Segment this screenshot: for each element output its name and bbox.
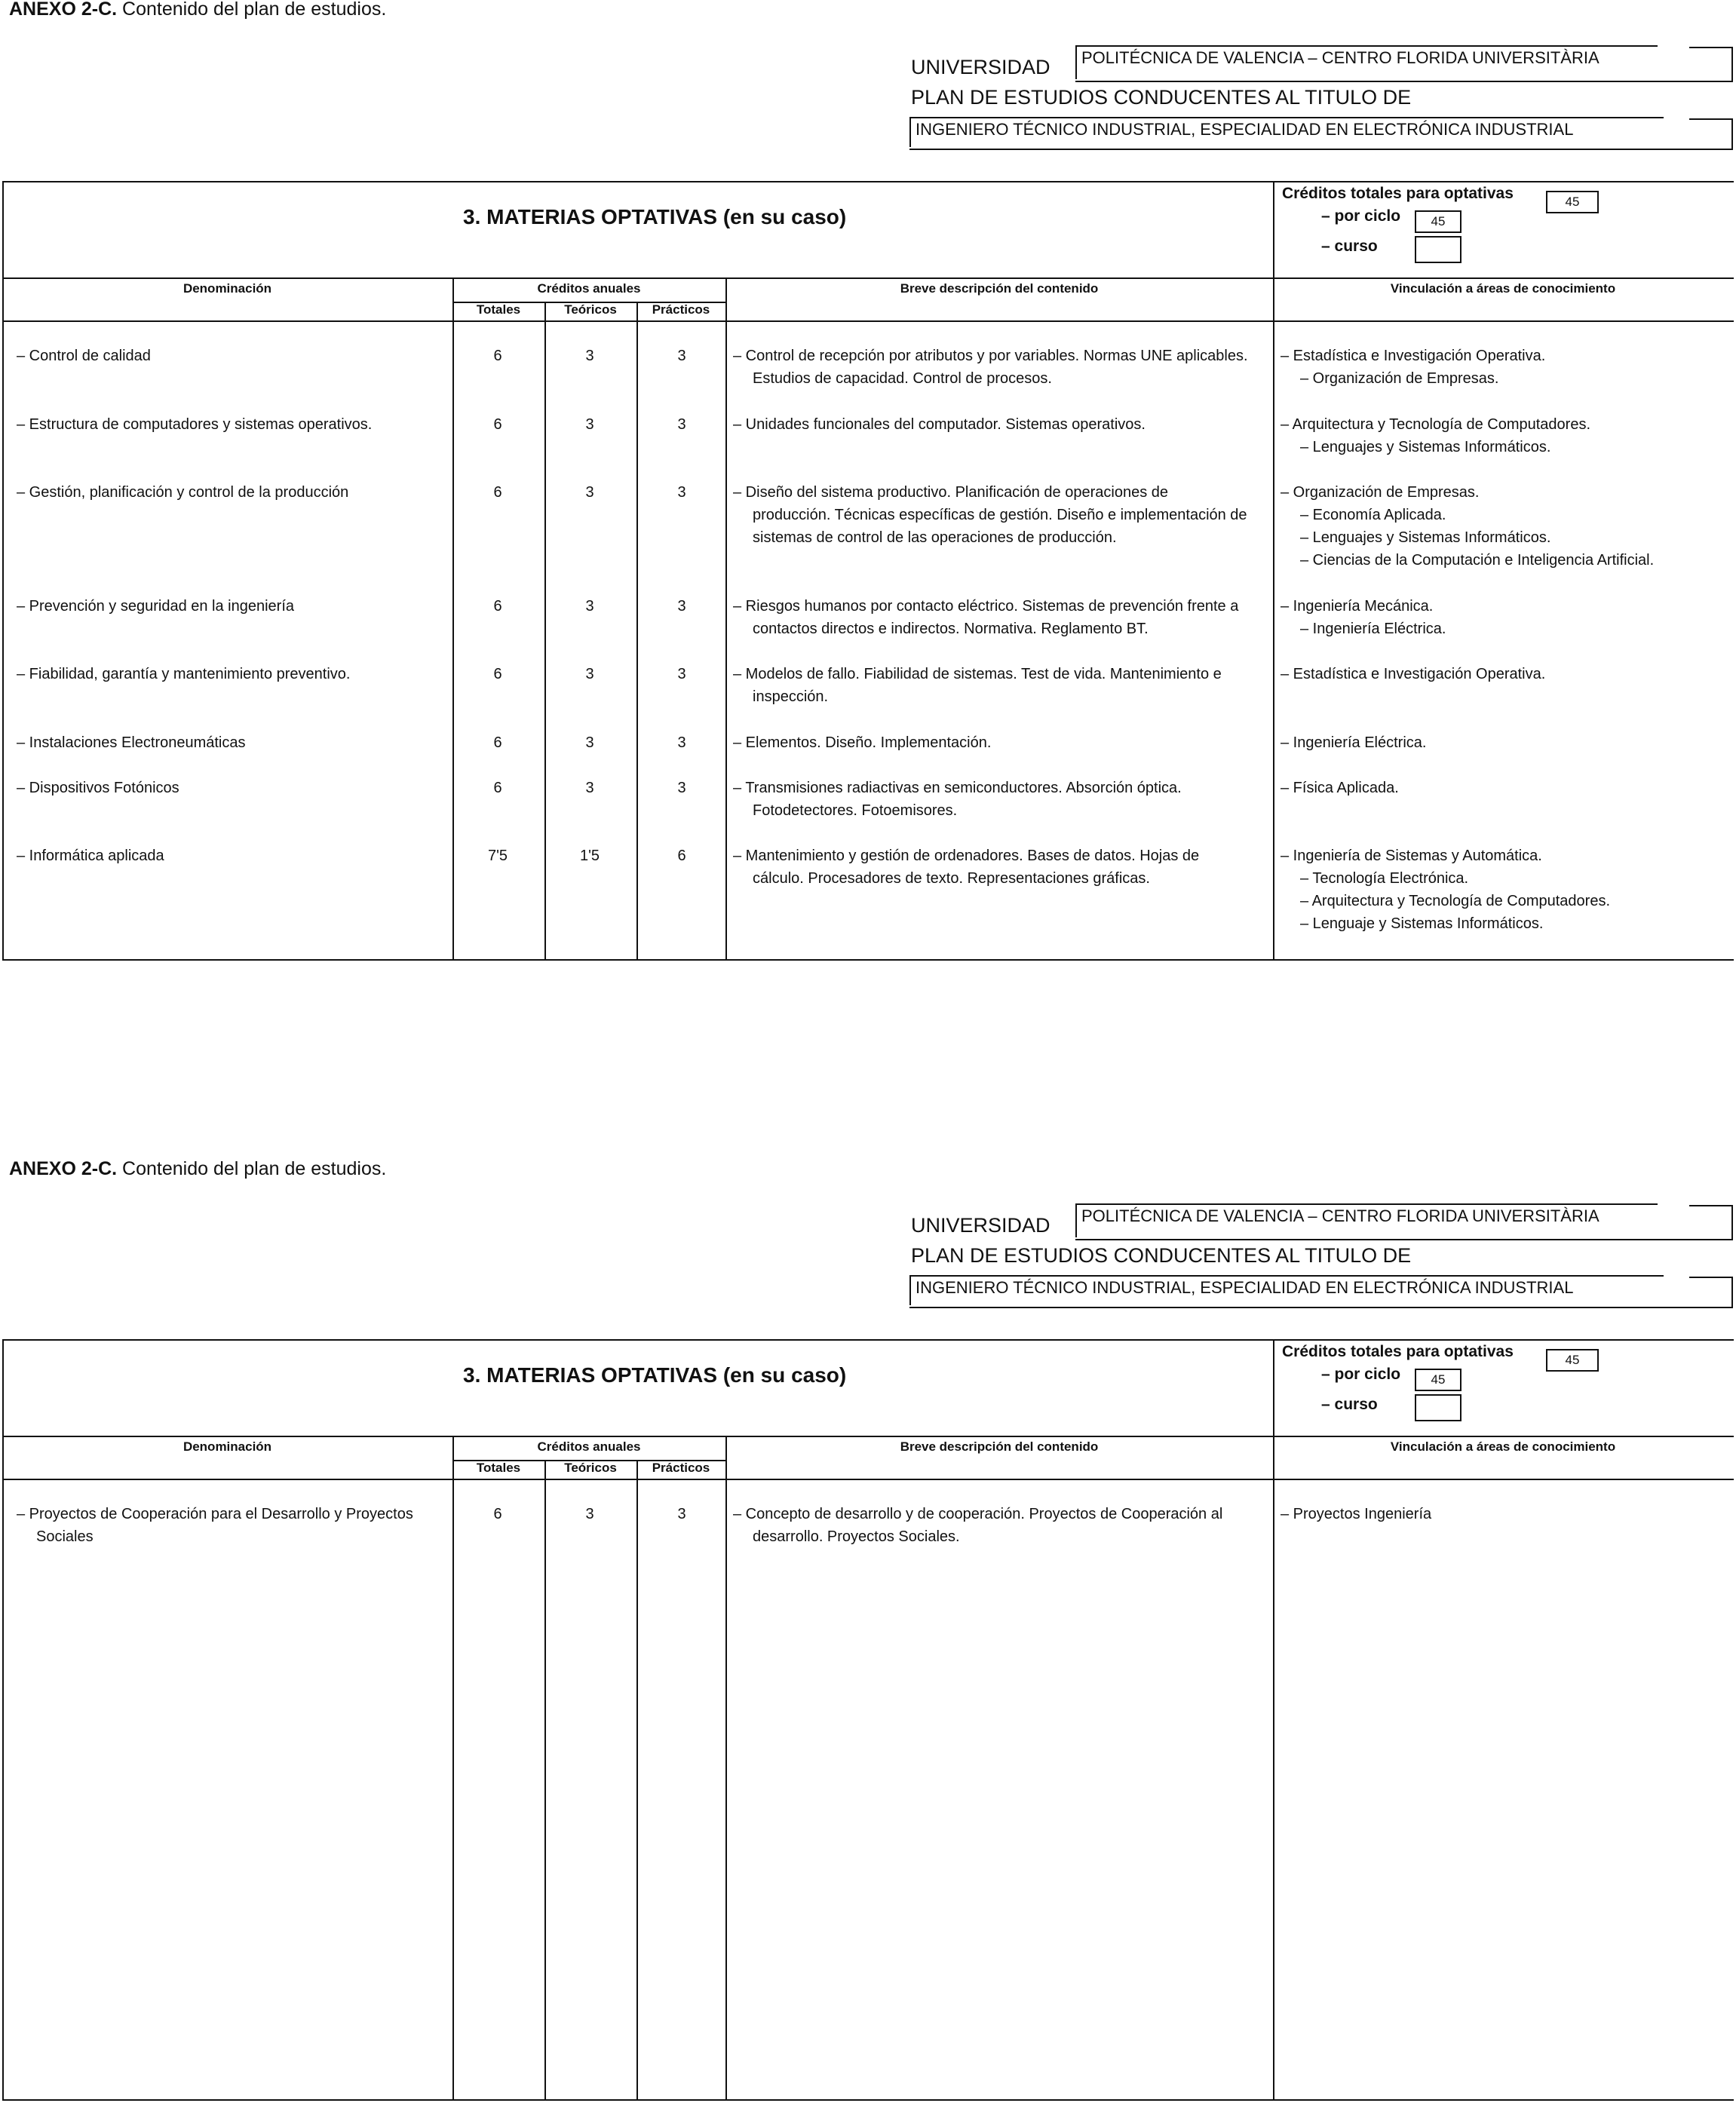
annex-label: ANEXO 2-C. [9, 0, 118, 20]
curso-label: – curso [1321, 238, 1378, 255]
section-title: 3. MATERIAS OPTATIVAS (en su caso) [463, 205, 847, 228]
row-denominacion [17, 731, 450, 754]
por-ciclo-value: 45 [1415, 210, 1461, 233]
row-descripcion-line: Estudios de capacidad. Control de procesos. [753, 370, 1052, 387]
titulo-code-box [1689, 118, 1733, 150]
divider [909, 1307, 1733, 1308]
row-vinculacion [1281, 663, 1730, 685]
row-vinculacion-line: – Lenguajes y Sistemas Informáticos. [1300, 529, 1551, 546]
titulo-code-box [1689, 1277, 1733, 1308]
row-descripcion [733, 413, 1268, 436]
divider [2, 320, 1734, 322]
divider [636, 1460, 638, 2101]
row-teoricos: 3 [585, 734, 594, 751]
plan-label: PLAN DE ESTUDIOS CONDUCENTES AL TITULO DE [911, 1244, 1412, 1267]
row-vinculacion [1281, 731, 1730, 754]
row-descripcion-line: inspección. [753, 688, 829, 705]
row-teoricos: 1'5 [579, 848, 600, 864]
row-practicos: 3 [677, 734, 686, 751]
row-descripcion-line: – Transmisiones radiactivas en semiconductores. Absorción óptica. [733, 780, 1182, 796]
header-vinculacion: Vinculación a áreas de conocimiento [1390, 281, 1616, 296]
row-descripcion-line: desarrollo. Proyectos Sociales. [753, 1528, 960, 1545]
row-practicos: 3 [677, 780, 686, 796]
annex-heading [9, 1158, 386, 1180]
row-vinculacion [1281, 595, 1730, 640]
row-vinculacion-line: – Ingeniería de Sistemas y Automática. [1281, 848, 1542, 864]
divider [544, 302, 546, 961]
row-descripcion-line: sistemas de control de las operaciones de producción. [753, 529, 1117, 546]
universidad-field: POLITÉCNICA DE VALENCIA – CENTRO FLORIDA UNIVERSITÀRIA [1075, 45, 1658, 79]
row-denominacion [17, 413, 450, 436]
row-denominacion [17, 663, 450, 685]
row-denominacion-line: – Gestión, planificación y control de la producción [17, 484, 349, 501]
row-descripcion-line: – Riesgos humanos por contacto eléctrico. Sistemas de prevención frente a [733, 598, 1239, 615]
header-practicos: Prácticos [652, 302, 710, 317]
header-descripcion: Breve descripción del contenido [900, 1439, 1099, 1454]
header-denominacion: Denominación [182, 1439, 272, 1454]
por-ciclo-label: – por ciclo [1321, 1366, 1401, 1383]
row-vinculacion-line: – Ciencias de la Computación e Inteligencia Artificial. [1300, 552, 1655, 569]
universidad-field: POLITÉCNICA DE VALENCIA – CENTRO FLORIDA UNIVERSITÀRIA [1075, 1203, 1658, 1237]
row-totales: 6 [493, 348, 502, 364]
row-denominacion [17, 1503, 450, 1548]
row-denominacion-line: – Dispositivos Fotónicos [17, 780, 179, 796]
row-totales: 6 [493, 1506, 502, 1522]
row-descripcion [733, 663, 1268, 708]
row-descripcion-line: – Unidades funcionales del computador. Sistemas operativos. [733, 416, 1146, 433]
row-denominacion [17, 777, 450, 799]
universidad-label: UNIVERSIDAD [911, 1214, 1050, 1237]
curso-value [1415, 1394, 1461, 1421]
curso-value [1415, 236, 1461, 263]
row-vinculacion-line: – Arquitectura y Tecnología de Computadores. [1300, 893, 1610, 909]
row-denominacion-line: – Informática aplicada [17, 848, 164, 864]
row-vinculacion-line: – Organización de Empresas. [1300, 370, 1499, 387]
row-vinculacion-line: – Física Aplicada. [1281, 780, 1399, 796]
row-descripcion-line: Fotodetectores. Fotoemisores. [753, 802, 958, 819]
row-practicos: 3 [677, 348, 686, 364]
row-descripcion-line: – Elementos. Diseño. Implementación. [733, 734, 992, 751]
row-vinculacion-line: – Lenguaje y Sistemas Informáticos. [1300, 915, 1544, 932]
plan-label: PLAN DE ESTUDIOS CONDUCENTES AL TITULO DE [911, 86, 1412, 109]
row-denominacion-line: – Proyectos de Cooperación para el Desarrollo y Proyectos [17, 1506, 413, 1522]
row-totales: 6 [493, 416, 502, 433]
divider [725, 279, 727, 961]
row-teoricos: 3 [585, 666, 594, 682]
row-descripcion [733, 595, 1268, 640]
row-totales: 7'5 [487, 848, 508, 864]
row-vinculacion-line: – Organización de Empresas. [1281, 484, 1480, 501]
row-practicos: 3 [677, 416, 686, 433]
row-vinculacion-line: – Arquitectura y Tecnología de Computadores. [1281, 416, 1590, 433]
row-vinculacion [1281, 777, 1730, 799]
header-creditos-anuales: Créditos anuales [537, 281, 641, 296]
divider [1075, 1239, 1733, 1240]
divider [909, 149, 1733, 150]
row-descripcion [733, 481, 1268, 549]
row-vinculacion-line: – Estadística e Investigación Operativa. [1281, 666, 1546, 682]
row-totales: 6 [493, 780, 502, 796]
row-teoricos: 3 [585, 484, 594, 501]
row-totales: 6 [493, 734, 502, 751]
row-descripcion [733, 845, 1268, 890]
header-teoricos: Teóricos [564, 302, 617, 317]
row-denominacion [17, 595, 450, 618]
header-denominacion: Denominación [182, 281, 272, 296]
row-vinculacion-line: – Tecnología Electrónica. [1300, 870, 1469, 887]
header-totales: Totales [476, 1461, 521, 1475]
row-descripcion-line: – Control de recepción por atributos y por variables. Normas UNE aplicables. [733, 348, 1248, 364]
annex-text: Contenido del plan de estudios. [117, 1158, 387, 1179]
row-denominacion [17, 845, 450, 867]
annex-heading [9, 0, 386, 20]
por-ciclo-value: 45 [1415, 1369, 1461, 1391]
creditos-totales-label: Créditos totales para optativas [1282, 1343, 1514, 1360]
row-descripcion-line: – Diseño del sistema productivo. Planificación de operaciones de [733, 484, 1169, 501]
row-vinculacion-line: – Ingeniería Mecánica. [1281, 598, 1434, 615]
divider [2, 1479, 1734, 1480]
header-totales: Totales [476, 302, 521, 317]
creditos-totales-label: Créditos totales para optativas [1282, 185, 1514, 202]
row-practicos: 6 [677, 848, 686, 864]
row-totales: 6 [493, 598, 502, 615]
row-vinculacion-line: – Ingeniería Eléctrica. [1300, 621, 1446, 637]
row-vinculacion [1281, 1503, 1730, 1525]
titulo-field: INGENIERO TÉCNICO INDUSTRIAL, ESPECIALIDAD EN ELECTRÓNICA INDUSTRIAL [909, 117, 1664, 147]
annex-label: ANEXO 2-C. [9, 1158, 118, 1179]
row-denominacion [17, 345, 450, 367]
divider [1273, 1437, 1274, 2101]
row-descripcion-line: producción. Técnicas específicas de gestión. Diseño e implementación de [753, 507, 1247, 523]
row-practicos: 3 [677, 598, 686, 615]
universidad-label: UNIVERSIDAD [911, 56, 1050, 78]
creditos-totales-value: 45 [1546, 1349, 1599, 1372]
row-practicos: 3 [677, 666, 686, 682]
row-denominacion-line: – Estructura de computadores y sistemas operativos. [17, 416, 373, 433]
header-vinculacion: Vinculación a áreas de conocimiento [1390, 1439, 1616, 1454]
row-descripcion-line: cálculo. Procesadores de texto. Representaciones gráficas. [753, 870, 1150, 887]
header-practicos: Prácticos [652, 1461, 710, 1475]
row-denominacion-line: Sociales [36, 1528, 94, 1545]
row-vinculacion-line: – Economía Aplicada. [1300, 507, 1446, 523]
row-totales: 6 [493, 666, 502, 682]
titulo-field: INGENIERO TÉCNICO INDUSTRIAL, ESPECIALIDAD EN ELECTRÓNICA INDUSTRIAL [909, 1275, 1664, 1305]
divider [1273, 1339, 1274, 1437]
row-descripcion [733, 777, 1268, 822]
section-title: 3. MATERIAS OPTATIVAS (en su caso) [463, 1363, 847, 1387]
row-vinculacion-line: – Lenguajes y Sistemas Informáticos. [1300, 439, 1551, 455]
row-descripcion [733, 731, 1268, 754]
divider [725, 1437, 727, 2101]
row-denominacion [17, 481, 450, 504]
divider [1273, 181, 1274, 279]
row-descripcion-line: – Mantenimiento y gestión de ordenadores. Bases de datos. Hojas de [733, 848, 1200, 864]
row-vinculacion [1281, 413, 1730, 458]
divider [1075, 81, 1733, 82]
row-practicos: 3 [677, 484, 686, 501]
row-denominacion-line: – Prevención y seguridad en la ingeniería [17, 598, 295, 615]
divider [544, 1460, 546, 2101]
row-denominacion-line: – Instalaciones Electroneumáticas [17, 734, 246, 751]
row-descripcion-line: – Modelos de fallo. Fiabilidad de sistemas. Test de vida. Mantenimiento e [733, 666, 1222, 682]
annex-text: Contenido del plan de estudios. [117, 0, 387, 20]
row-teoricos: 3 [585, 598, 594, 615]
por-ciclo-label: – por ciclo [1321, 207, 1401, 225]
row-teoricos: 3 [585, 780, 594, 796]
header-teoricos: Teóricos [564, 1461, 617, 1475]
universidad-code-box [1689, 1205, 1733, 1240]
row-descripcion-line: contactos directos e indirectos. Normativa. Reglamento BT. [753, 621, 1149, 637]
row-teoricos: 3 [585, 416, 594, 433]
row-teoricos: 3 [585, 348, 594, 364]
row-denominacion-line: – Control de calidad [17, 348, 151, 364]
row-vinculacion [1281, 481, 1730, 572]
row-vinculacion-line: – Proyectos Ingeniería [1281, 1506, 1432, 1522]
header-creditos-anuales: Créditos anuales [537, 1439, 641, 1454]
row-vinculacion [1281, 845, 1730, 935]
curso-label: – curso [1321, 1396, 1378, 1413]
row-descripcion-line: – Concepto de desarrollo y de cooperación. Proyectos de Cooperación al [733, 1506, 1223, 1522]
row-descripcion [733, 1503, 1268, 1548]
divider [452, 1437, 454, 2101]
divider [636, 302, 638, 961]
row-totales: 6 [493, 484, 502, 501]
row-practicos: 3 [677, 1506, 686, 1522]
creditos-totales-value: 45 [1546, 191, 1599, 213]
header-descripcion: Breve descripción del contenido [900, 281, 1099, 296]
universidad-code-box [1689, 47, 1733, 82]
row-vinculacion-line: – Estadística e Investigación Operativa. [1281, 348, 1546, 364]
row-vinculacion [1281, 345, 1730, 390]
divider [1273, 279, 1274, 961]
divider [452, 279, 454, 961]
row-descripcion [733, 345, 1268, 390]
row-teoricos: 3 [585, 1506, 594, 1522]
row-vinculacion-line: – Ingeniería Eléctrica. [1281, 734, 1427, 751]
row-denominacion-line: – Fiabilidad, garantía y mantenimiento preventivo. [17, 666, 351, 682]
